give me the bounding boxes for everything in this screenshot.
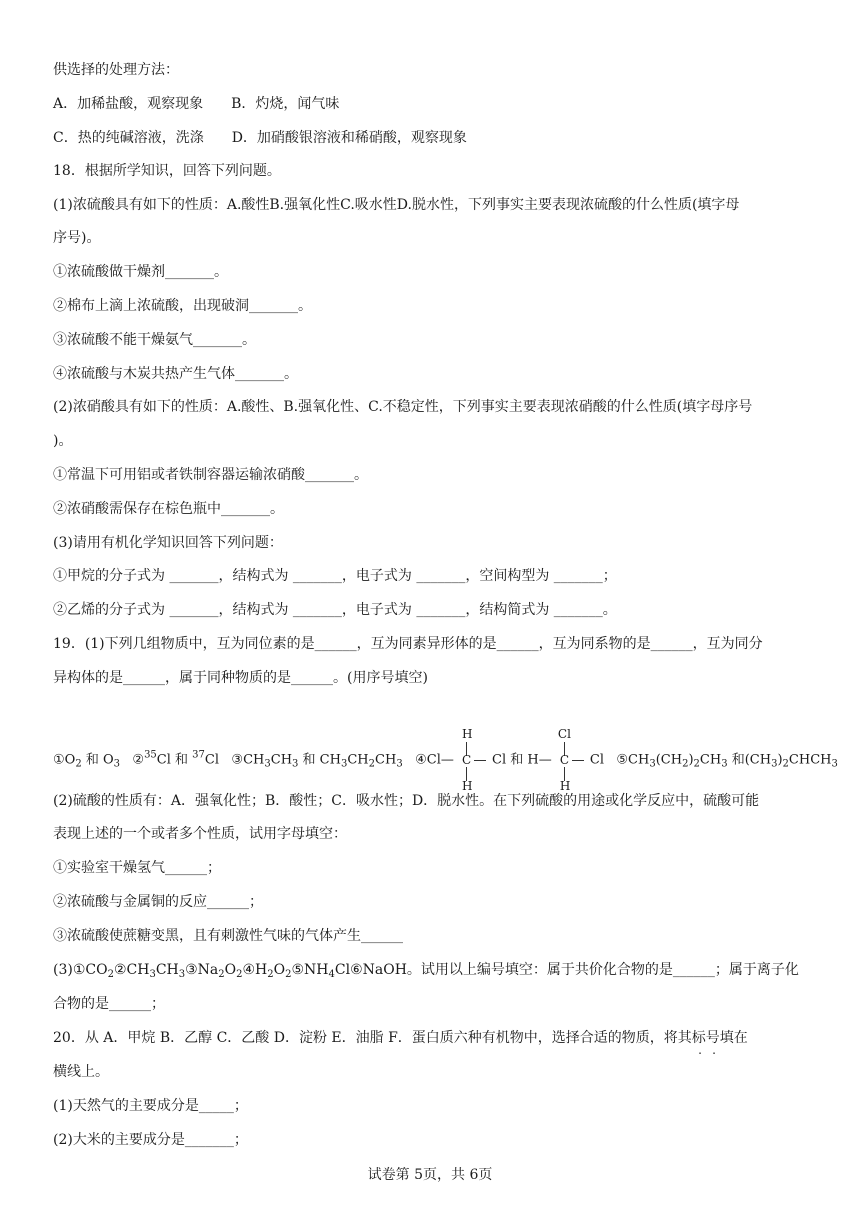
item1-text: 和 O	[81, 752, 114, 768]
sub: 3	[396, 758, 403, 770]
q18-part1-line2: 序号)。	[53, 230, 101, 246]
q18-part1-item4: ④浓硫酸与木炭共热产生气体_______。	[53, 366, 298, 382]
atom-cl: Cl	[557, 727, 571, 741]
q19-part2-item3: ③浓硫酸使蔗糖变黑，且有刺激性气味的气体产生______	[53, 928, 403, 944]
atom-h: H	[462, 779, 473, 793]
emphasis-char: 号	[705, 1030, 720, 1046]
q18-part2-line1: (2)浓硝酸具有如下的性质：A.酸性、B.强氧化性、C.不稳定性，下列事实主要表现浓硝酸的什么性质(填字母序号	[53, 399, 753, 415]
q20-item2: (2)大米的主要成分是_______；	[53, 1132, 248, 1148]
q19-part3-line1: $(3)①CO_2②CH_3CH_3③Na_2O_2④H_2O_2⑤NH_4Cl⑥NaOH$。试用以上编号填空：属于共价化合物的是______；属于离子化	[53, 962, 799, 980]
sub: 4	[328, 969, 335, 980]
sub: 2	[267, 969, 274, 980]
q20-line2: 横线上。	[53, 1064, 109, 1080]
q19-part3-line2: 合物的是______；	[53, 996, 165, 1012]
q18-part2-item1: ①常温下可用铝或者铁制容器运输浓硝酸_______。	[53, 467, 368, 483]
sub: 2	[236, 969, 243, 980]
option-row-2: C．热的纯碱溶液，洗涤 D．加硝酸银溶液和稀硝酸，观察现象	[53, 130, 467, 146]
sub: 3	[292, 758, 299, 770]
q18-part3-item1: ①甲烷的分子式为 _______，结构式为 _______，电子式为 _______，空间构型为 _______；	[53, 568, 617, 584]
item2-text: Cl	[204, 752, 220, 768]
sub: 3	[771, 758, 778, 770]
item4-text: 和 H—	[510, 752, 552, 768]
sup: 37	[192, 749, 205, 761]
sub: 3	[113, 758, 120, 770]
dichloromethane-structure-2	[556, 727, 590, 793]
q19-part2-item1: ①实验室干燥氢气______；	[53, 860, 221, 876]
q18-part1-item3: ③浓硫酸不能干燥氨气_______。	[53, 332, 256, 348]
sub: 3	[149, 969, 156, 980]
sub: 3	[340, 758, 348, 770]
q18-part1-item1: ①浓硫酸做干燥剂_______。	[53, 264, 228, 280]
item2-text: ②	[132, 752, 145, 768]
atom-cl: Cl	[589, 752, 604, 768]
atom-c: C	[559, 753, 570, 767]
q19-part2-item2: ②浓硫酸与金属铜的反应______；	[53, 894, 263, 910]
q18-part3-item2: ②乙烯的分子式为 _______，结构式为 _______，电子式为 _______，结构简式为 _______。	[53, 602, 617, 618]
bond	[572, 760, 584, 761]
sub: 2	[75, 758, 82, 770]
sub: 2	[107, 969, 114, 980]
bond	[474, 760, 486, 761]
q19-line2: 异构体的是______，属于同种物质的是______。(用序号填空)	[53, 670, 428, 686]
option-row-1: A．加稀盐酸，观察现象 B．灼烧，闻气味	[53, 96, 340, 112]
sub: 2	[218, 969, 225, 980]
sub: 3	[178, 969, 186, 980]
sub: 2	[285, 969, 292, 980]
sup: 35	[144, 749, 157, 761]
item1-text: ①O	[53, 752, 76, 768]
q19-substance-row: $①O_2$ 和 $O_3$ ②$^{35}$Cl 和 $^{37}$Cl $③CH_3CH_3$ 和 $CH_3CH_2CH_3$ ④Cl— H C H Cl 和 H— Cl C H Cl $⑤CH_3(CH_2)_2CH_3$ 和$(CH_3)_2CHCH_3$	[53, 727, 838, 793]
emphasis-char: 标	[691, 1030, 706, 1046]
q18-part2-line2: )。	[53, 433, 73, 449]
q19-part2-line2: 表现上述的一个或者多个性质，试用字母填空：	[53, 826, 347, 842]
q18-title: 18．根据所学知识，回答下列问题。	[53, 163, 281, 179]
atom-c: C	[462, 753, 472, 767]
q19-line1: 19．(1)下列几组物质中，互为同位素的是______，互为同素异形体的是______，互为同系物的是______，互为同分	[53, 636, 763, 652]
item3-text: ③CH	[231, 752, 265, 768]
sub: 2	[693, 758, 700, 770]
q19-part3-tail: 。试用以上编号填空：属于共价化合物的是______；属于离子化	[406, 962, 799, 978]
q20-line1	[53, 1028, 820, 1048]
item4-text: ④Cl—	[415, 752, 454, 768]
q18-part3-title: (3)请用有机化学知识回答下列问题：	[53, 535, 283, 551]
atom-cl: Cl	[492, 752, 507, 768]
sub: 3	[649, 758, 656, 770]
page-footer: 试卷第 5页，共 6页	[367, 1167, 493, 1183]
q20-item1: (1)天然气的主要成分是_____；	[53, 1098, 248, 1114]
options-intro: 供选择的处理方法：	[53, 62, 179, 78]
q18-part2-item2: ②浓硝酸需保存在棕色瓶中_______。	[53, 501, 284, 517]
sub: 3	[721, 758, 728, 770]
atom-h: H	[462, 727, 473, 741]
q20-text: 填在	[719, 1030, 748, 1046]
item2-text: Cl 和	[156, 752, 193, 768]
sub: 2	[368, 758, 376, 770]
item5-text: ⑤CH	[616, 752, 650, 768]
atom-h: H	[559, 779, 571, 793]
sub: 3	[264, 758, 271, 770]
dichloromethane-structure-1	[458, 727, 492, 793]
sub: 2	[782, 758, 789, 770]
q20-text: 20．从 A．甲烷 B．乙醇 C．乙酸 D．淀粉 E．油脂 F．蛋白质六种有机物中，选择合适的物质，将其	[53, 1030, 692, 1046]
q19-part2-line1: (2)硫酸的性质有：A．强氧化性；B．酸性；C．吸水性；D．脱水性。在下列硫酸的用途或化学反应中，硫酸可能	[53, 793, 760, 809]
sub: 3	[831, 758, 838, 770]
q18-part1-line1: (1)浓硫酸具有如下的性质：A.酸性B.强氧化性C.吸水性D.脱水性，下列事实主要表现浓硫酸的什么性质(填字母	[53, 197, 740, 213]
sub: 2	[682, 758, 689, 770]
q18-part1-item2: ②棉布上滴上浓硫酸，出现破洞_______。	[53, 298, 312, 314]
